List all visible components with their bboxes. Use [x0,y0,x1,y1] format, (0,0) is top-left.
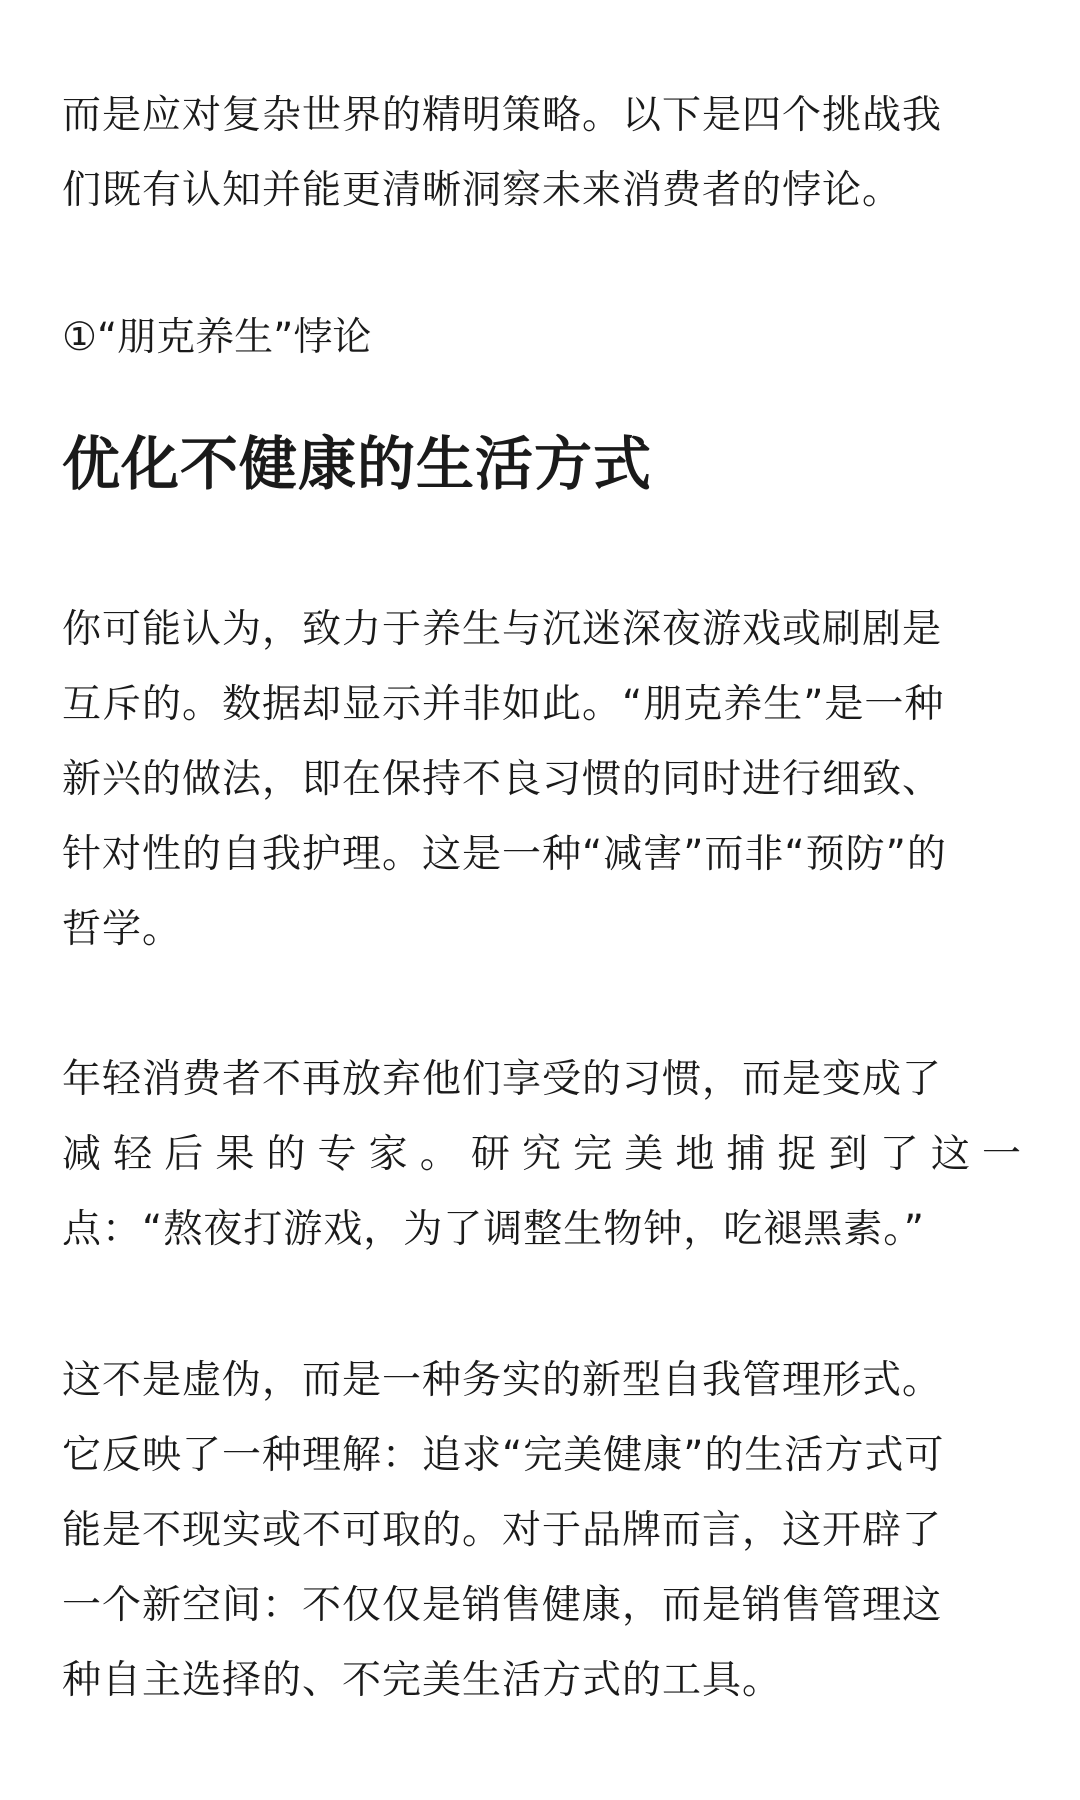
text-char: 究 [521,1132,562,1177]
text-line: 新兴的做法，即在保持不良习惯的同时进行细致、 [62,757,943,802]
text-char: 果 [215,1132,256,1177]
text-char: 。 [419,1132,460,1177]
text-char: 后 [164,1132,205,1177]
intro-paragraph [62,78,1022,228]
text-line: 点：“熬夜打游戏，为了调整生物钟，吃褪黑素。” [62,1207,925,1252]
paragraph-2 [62,1042,1022,1267]
section-title: 优化不健康的生活方式 [62,430,653,498]
text-line: 能是不现实或不可取的。对于品牌而言，这开辟了 [62,1508,943,1553]
text-char: 了 [879,1132,920,1177]
section-label: ①“朋克养生”悖论 [62,315,372,360]
text-char: 减 [62,1132,103,1177]
text-line: 年轻消费者不再放弃他们享受的习惯，而是变成了 [62,1057,943,1102]
text-line: 这不是虚伪，而是一种务实的新型自我管理形式。 [62,1358,943,1403]
text-char: 专 [317,1132,358,1177]
text-line: 种自主选择的、不完美生活方式的工具。 [62,1658,783,1703]
text-char: 完 [573,1132,614,1177]
text-char: 捉 [777,1132,818,1177]
text-line: 们既有认知并能更清晰洞察未来消费者的悖论。 [62,168,903,213]
text-char: 地 [675,1132,716,1177]
text-line: 一个新空间：不仅仅是销售健康，而是销售管理这 [62,1583,943,1628]
text-char: 捕 [726,1132,767,1177]
text-line: 你可能认为，致力于养生与沉迷深夜游戏或刷剧是 [62,607,943,652]
text-char: 的 [266,1132,307,1177]
text-line: 互斥的。数据却显示并非如此。“朋克养生”是一种 [62,682,945,727]
paragraph-3 [62,1343,1022,1718]
text-char: 美 [624,1132,665,1177]
paragraph-1 [62,592,1022,967]
text-line: 哲学。 [62,907,183,952]
text-line: 针对性的自我护理。这是一种“减害”而非“预防”的 [62,832,947,877]
text-line: 而是应对复杂世界的精明策略。以下是四个挑战我 [62,93,943,138]
text-char: 轻 [113,1132,154,1177]
text-line-justified [62,1117,1022,1192]
text-char: 家 [368,1132,409,1177]
text-char: 一 [981,1132,1022,1177]
text-char: 到 [828,1132,869,1177]
text-char: 这 [930,1132,971,1177]
text-line: 它反映了一种理解：追求“完美健康”的生活方式可 [62,1433,945,1478]
text-char: 研 [470,1132,511,1177]
